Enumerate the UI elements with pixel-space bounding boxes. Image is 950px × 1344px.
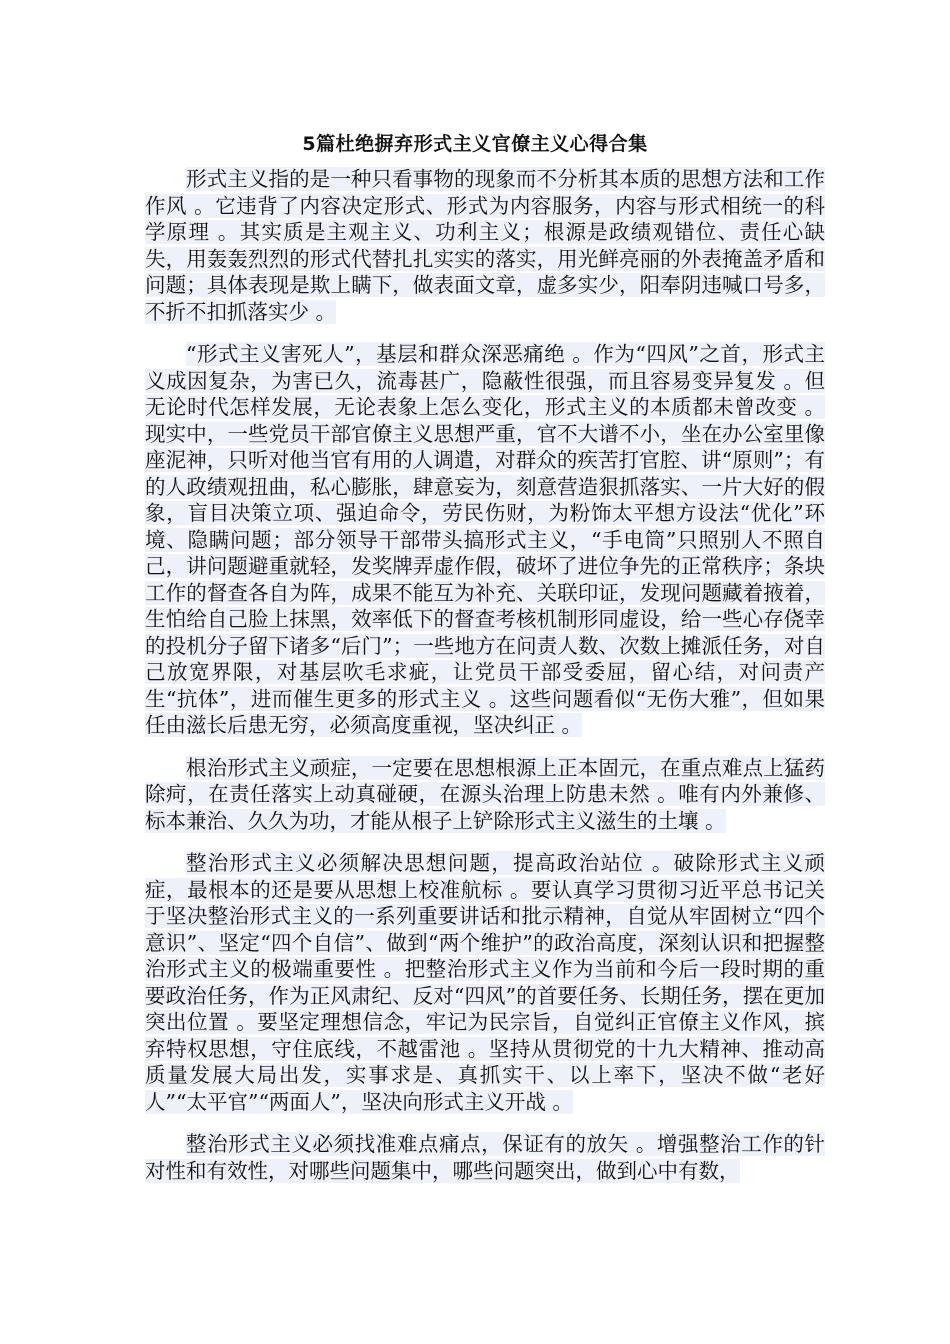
paragraph-5 bbox=[145, 1131, 825, 1184]
document-body bbox=[145, 166, 825, 1200]
paragraph-2-text: “形式主义害死人”，基层和群众深恶痛绝 。作为“四风”之首，形式主义成因复杂，为害已久，流毒甚广，隐蔽性很强，而且容易变异复发 。但无论时代怎样发展，无论表象上怎么变化，形式主义的本质都未曾改变 。现实中，一些党员干部官僚主义思想严重，官不大谱不小，坐在办公室里像座泥神，只听对他当官有用的人调遣，对群众的疾苦打官腔、讲“原则”；有的人政绩观扭曲，私心膨胀，肆意妄为，刻意营造狠抓落实、一片大好的假象，盲目决策立项、强迫命令，劳民伤财，为粉饰太平想方设法“优化”环境、隐瞒问题；部分领导干部带头搞形式主义，“手电筒”只照别人不照自己，讲问题避重就轻，发奖牌弄虚作假，破坏了进位争先的正常秩序；条块工作的督查各自为阵，成果不能互为补充、关联印证，发现问题藏着掖着，生怕给自己脸上抹黑，效率低下的督查考核机制形同虚设，给一些心存侥幸的投机分子留下诸多“后门”；一些地方在问责人数、次数上摊派任务，对自己放宽界限，对基层吹毛求疵，让党员干部受委屈，留心结，对问责产生“抗体”，进而催生更多的形式主义 。这些问题看似“无伤大雅”，但如果任由滋长后患无穷，必须高度重视，坚决纠正 。 bbox=[145, 342, 825, 737]
paragraph-2 bbox=[145, 341, 825, 739]
paragraph-4-text: 整治形式主义必须解决思想问题，提高政治站位 。破除形式主义顽症，最根本的还是要从思想上校准航标 。要认真学习贯彻习近平总书记关于坚决整治形式主义的一系列重要讲话和批示精神，自觉从牢固树立“四个意识”、坚定“四个自信”、做到“两个维护”的政治高度，深刻认识和把握整治形式主义的极端重要性 。把整治形式主义作为当前和今后一段时期的重要政治任务，作为正风肃纪、反对“四风”的首要任务、长期任务，摆在更加突出位置 。要坚定理想信念，牢记为民宗旨，自觉纠正官僚主义作风，摈弃特权思想，守住底线，不越雷池 。坚持从贯彻党的十九大精神、推动高质量发展大局出发，实事求是、真抓实干、以上率下，坚决不做“老好人”“太平官”“两面人”，坚决向形式主义开战 。 bbox=[145, 851, 825, 1114]
document-title: 5篇杜绝摒弃形式主义官僚主义心得合集 bbox=[302, 133, 648, 155]
paragraph-1-text: 形式主义指的是一种只看事物的现象而不分析其本质的思想方法和工作作风 。它违背了内容决定形式、形式为内容服务，内容与形式相统一的科学原理 。其实质是主观主义、功利主义；根源是政绩观错位、责任心缺失，用轰轰烈烈的形式代替扎扎实实的落实，用光鲜亮丽的外表掩盖矛盾和问题；具体表现是欺上瞒下，做表面文章，虚多实少，阳奉阴违喊口号多，不折不扣抓落实少 。 bbox=[145, 167, 825, 324]
paragraph-5-text: 整治形式主义必须找准难点痛点，保证有的放矢 。增强整治工作的针对性和有效性，对哪些问题集中，哪些问题突出，做到心中有数， bbox=[145, 1132, 825, 1183]
paragraph-3 bbox=[145, 755, 825, 835]
paragraph-3-text: 根治形式主义顽症，一定要在思想根源上正本固元，在重点难点上猛药除疴，在责任落实上动真碰硬，在源头治理上防患未然 。唯有内外兼修、标本兼治、久久为功，才能从根子上铲除形式主义滋生的土壤 。 bbox=[145, 755, 825, 833]
paragraph-4 bbox=[145, 850, 825, 1115]
paragraph-1 bbox=[145, 166, 825, 325]
